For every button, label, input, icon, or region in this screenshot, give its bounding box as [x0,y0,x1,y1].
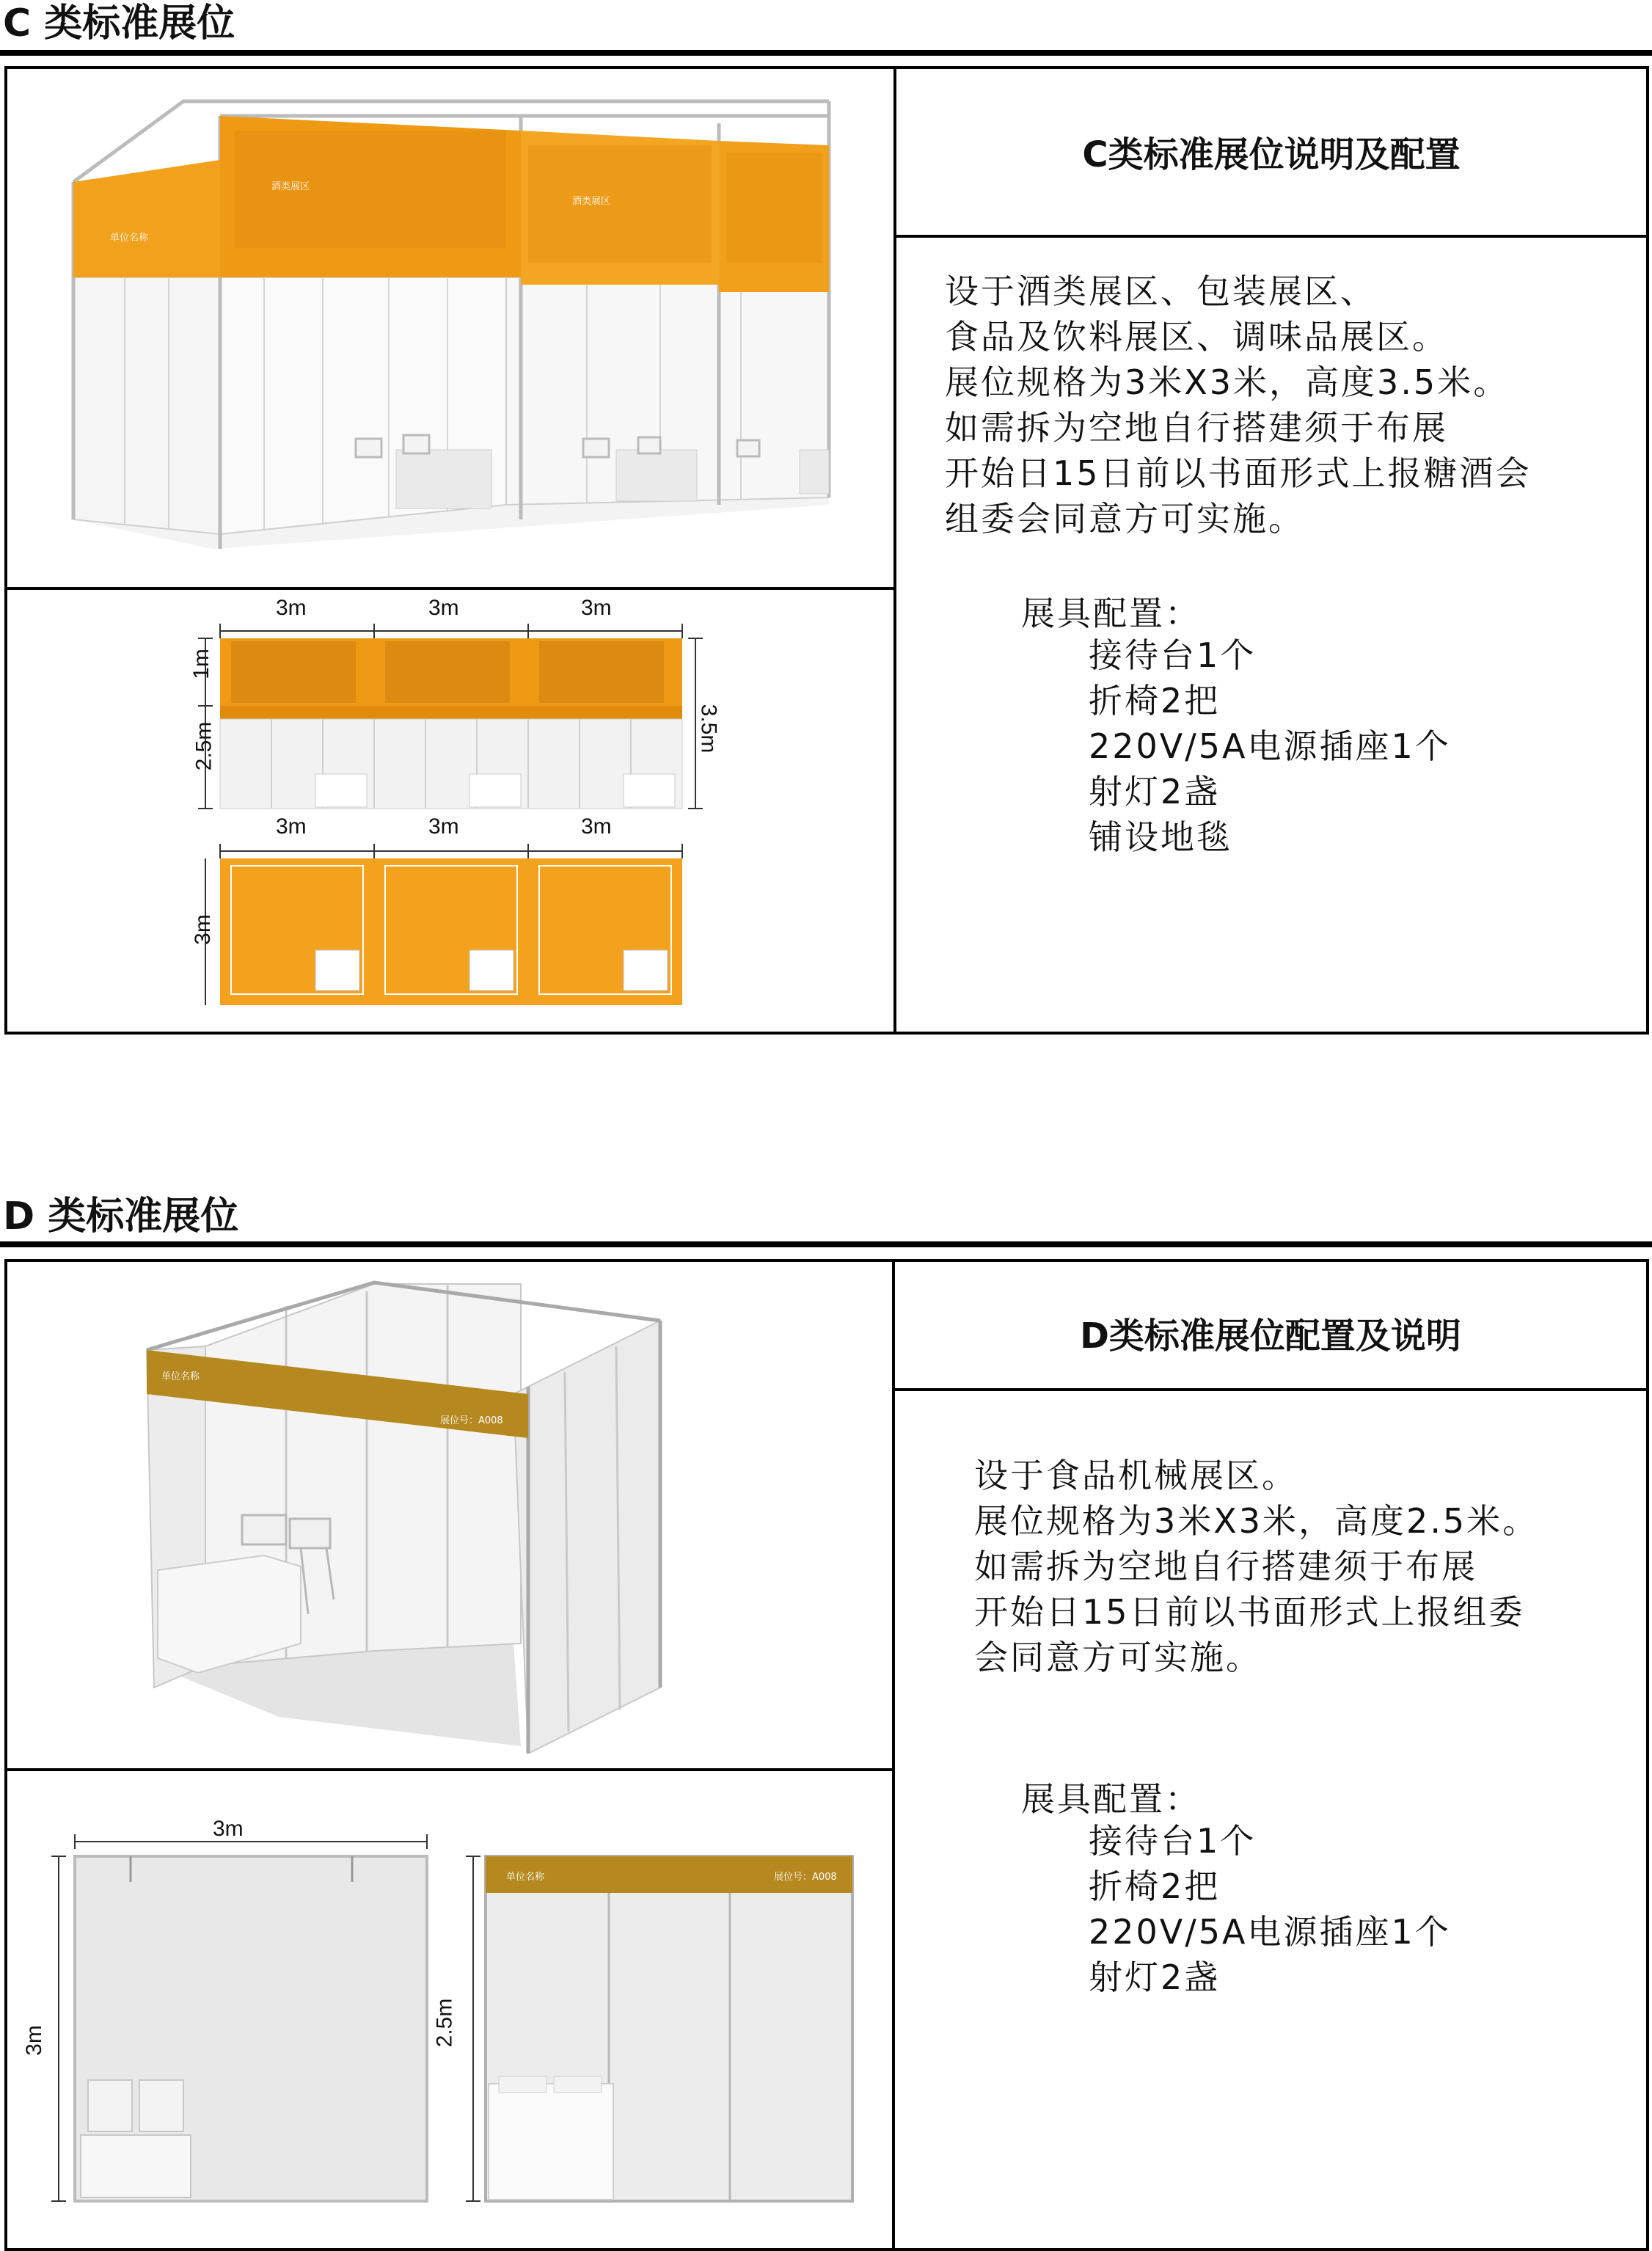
desc-line: 设于食品机械展区。 [974,1456,1298,1495]
desc-line: 食品及饮料展区、调味品展区。 [945,317,1448,357]
section-c-config-list [1089,632,1451,860]
d-plan-width: 3m [213,1817,244,1841]
section-d-title: D 类标准展位 [3,1194,239,1238]
desc-line: 如需拆为空地自行搭建须于布展 [974,1547,1477,1586]
section-c-description [945,269,1532,541]
c-fascia-brand-2: 酒类展区 [572,196,611,207]
c-dim-wall-height: 2.5m [191,721,216,771]
c-fascia-company: 单位名称 [110,233,149,244]
d-elev-company: 单位名称 [506,1872,545,1883]
c-dim-width-2: 3m [428,596,459,620]
section-c-panel-title: C类标准展位说明及配置 [1082,134,1461,175]
c-plan-width-3: 3m [581,814,612,839]
config-item: 接待台1个 [1089,1821,1257,1861]
d-elev-height: 2.5m [432,1998,457,2048]
section-d-title-divider [892,1388,1649,1391]
config-item: 铺设地毯 [1089,817,1232,857]
config-item: 220V/5A电源插座1个 [1089,1912,1451,1952]
section-c-booth-perspective [66,79,844,563]
d-fascia-booth: 展位号：A008 [440,1415,503,1426]
section-d-image-divider [4,1768,893,1771]
desc-line: 开始日15日前以书面形式上报糖酒会 [945,453,1532,493]
section-d-divider [892,1259,895,2251]
c-plan-depth: 3m [190,914,215,945]
c-dim-width-3: 3m [581,596,612,620]
c-plan-width-2: 3m [428,814,459,839]
desc-line: 展位规格为3米X3米，高度3.5米。 [945,362,1510,402]
config-item: 射灯2盏 [1089,1958,1221,1997]
c-fascia-brand: 酒类展区 [271,181,310,192]
d-plan-depth: 3m [21,2025,46,2056]
c-dim-fascia-height: 1m [189,649,213,679]
desc-line: 会同意方可实施。 [974,1638,1262,1677]
config-item: 折椅2把 [1089,681,1221,720]
c-dim-width-1: 3m [276,596,307,620]
desc-line: 如需拆为空地自行搭建须于布展 [945,408,1448,448]
desc-line: 组委会同意方可实施。 [945,499,1304,539]
config-item: 220V/5A电源插座1个 [1089,726,1451,766]
desc-line: 展位规格为3米X3米，高度2.5米。 [974,1501,1539,1541]
section-d-rule [0,1241,1652,1247]
section-c-rule [0,50,1652,56]
section-c-title: C 类标准展位 [3,1,235,45]
desc-line: 设于酒类展区、包装展区、 [945,271,1376,311]
c-plan-width-1: 3m [276,814,307,839]
section-c-title-divider [893,235,1649,238]
section-c-image-divider [4,587,895,590]
section-d-config-heading: 展具配置： [1021,1779,1201,1819]
d-fascia-company: 单位名称 [161,1371,200,1382]
section-c-elevations [169,616,719,1005]
section-d-panel-title: D类标准展位配置及说明 [1080,1316,1461,1357]
d-elev-booth: 展位号：A008 [774,1872,837,1883]
desc-line: 开始日15日前以书面形式上报组委 [974,1592,1525,1632]
section-c-config-heading: 展具配置： [1021,594,1201,633]
section-d-description [974,1453,1538,1680]
c-dim-total-height: 3.5m [696,704,721,754]
section-d-booth-perspective [132,1277,690,1754]
config-item: 射灯2盏 [1089,772,1221,811]
config-item: 接待台1个 [1089,635,1257,675]
config-item: 折椅2把 [1089,1867,1221,1906]
section-c-divider [893,66,896,1035]
section-d-config-list [1089,1818,1451,2000]
